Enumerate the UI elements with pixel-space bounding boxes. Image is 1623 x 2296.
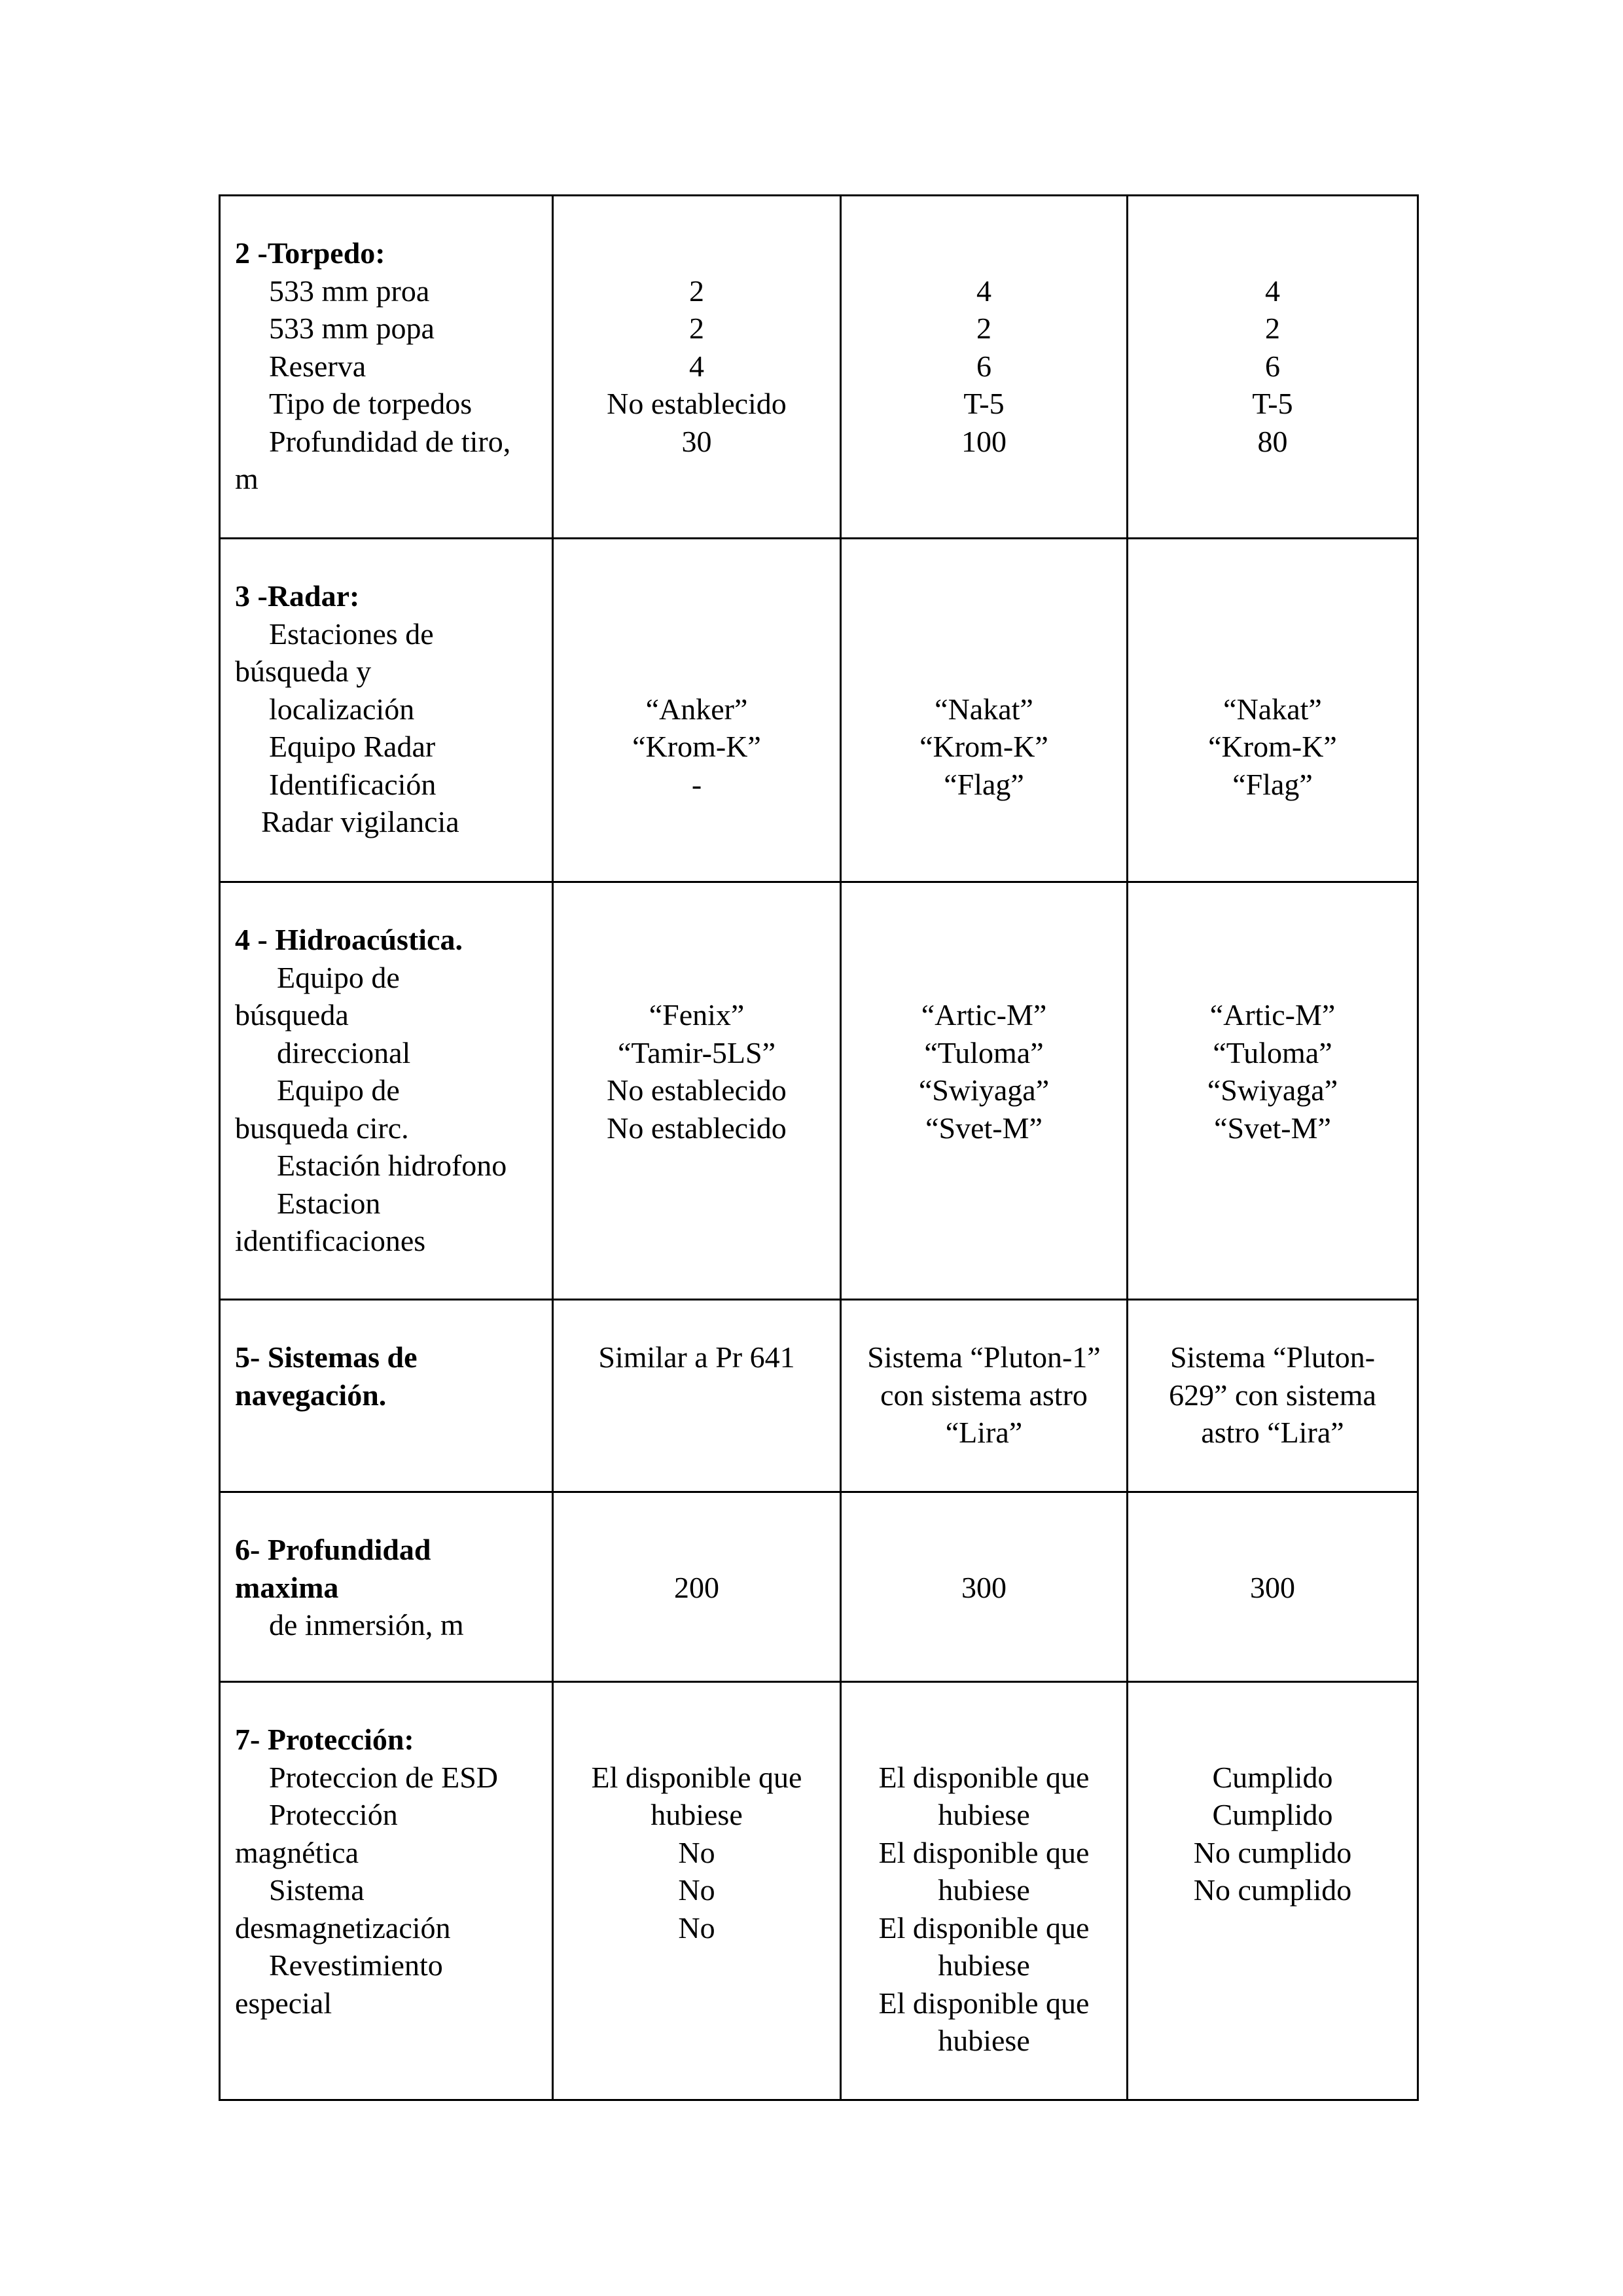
value-line: No [678,1910,715,1945]
value-line: astro “Lira” [1201,1416,1344,1449]
value-line: Cumplido [1212,1798,1333,1831]
label-line: Estación hidrofono [277,1149,507,1182]
label-line: Reserva [269,349,366,383]
value-line: “Krom-K” [919,730,1048,763]
value-line: No establecido [607,1073,787,1107]
value-line: 100 [961,424,1007,458]
value-line: “Svet-M” [1214,1111,1331,1145]
value-line: “Anker” [645,692,748,726]
value-line: 4 [1265,274,1280,308]
label-line: Identificación [269,767,437,801]
specifications-table [219,194,1419,2101]
value-line: 4 [976,274,991,308]
label-line: Proteccion de ESD [269,1760,499,1794]
label-cell [220,1682,553,2100]
value-line: - [691,767,702,801]
value-line: “Flag” [1232,767,1313,801]
value-line: “Krom-K” [1208,730,1337,763]
label-line: Revestimiento [269,1948,443,1982]
value-cell-col-3 [1128,1682,1418,2100]
value-cell-col-1 [553,1492,841,1682]
value-line: Similar a Pr 641 [598,1340,795,1374]
label-line: Sistema [269,1873,365,1907]
label-cell [220,196,553,539]
value-line: 2 [689,312,704,345]
label-line: magnética [235,1835,359,1869]
value-line: “Svet-M” [925,1111,1043,1145]
value-line: “Artic-M” [921,998,1047,1031]
value-line: El disponible que [591,1760,802,1794]
value-cell-col-3 [1128,539,1418,882]
label-line: búsqueda [235,998,349,1031]
value-line: No establecido [607,1111,787,1145]
value-line: “Swiyaga” [1207,1073,1338,1107]
value-cell-col-3 [1128,1492,1418,1682]
value-line: No cumplido [1193,1835,1352,1869]
value-cell-col-2 [841,1300,1128,1492]
section-heading: 2 -Torpedo: [235,236,385,270]
value-cell-col-1 [553,1300,841,1492]
value-line: “Artic-M” [1209,998,1336,1031]
label-line: m [235,462,259,495]
label-line: maxima [235,1570,339,1604]
label-line: Equipo Radar [269,730,436,763]
label-line: direccional [277,1035,411,1069]
value-line: 629” con sistema [1169,1378,1376,1412]
label-line: navegación. [235,1378,387,1412]
value-cell-col-2 [841,1492,1128,1682]
label-cell [220,539,553,882]
value-line: “Tuloma” [1213,1035,1332,1069]
value-line: con sistema astro [880,1378,1088,1412]
label-line: busqueda circ. [235,1111,409,1145]
section-heading: 7- Protección: [235,1723,414,1756]
label-cell [220,1300,553,1492]
value-line: El disponible que [878,1986,1090,2020]
label-line: Profundidad de tiro, [269,424,511,458]
table-row-radar [220,539,1418,882]
value-line: 200 [674,1570,719,1604]
label-line: Estacion [277,1186,381,1220]
value-line: “Nakat” [935,692,1033,726]
value-line: “Flag” [944,767,1024,801]
label-line: Protección [269,1798,398,1831]
value-line: “Tamir-5LS” [617,1035,776,1069]
table-row-navigation [220,1300,1418,1492]
value-line: hubiese [938,2024,1030,2057]
label-line: Estaciones de [269,617,434,651]
value-cell-col-2 [841,1682,1128,2100]
value-line: “Swiyaga” [918,1073,1050,1107]
value-cell-col-1 [553,196,841,539]
label-line: Radar vigilancia [261,805,459,838]
value-line: T-5 [963,387,1005,420]
value-line: “Tuloma” [924,1035,1044,1069]
label-line: especial [235,1986,332,2020]
value-line: hubiese [651,1798,743,1831]
value-line: hubiese [938,1948,1030,1982]
value-line: Cumplido [1212,1760,1333,1794]
value-cell-col-2 [841,882,1128,1300]
table-row-protection [220,1682,1418,2100]
value-cell-col-2 [841,196,1128,539]
value-cell-col-3 [1128,882,1418,1300]
label-line: 533 mm proa [269,274,430,308]
label-line: identificaciones [235,1224,426,1257]
label-line: localización [269,692,415,726]
label-line: búsqueda y [235,655,372,688]
value-line: No establecido [607,387,787,420]
value-line: 2 [1265,312,1280,345]
value-line: “Nakat” [1223,692,1322,726]
value-line: No cumplido [1193,1873,1352,1907]
table-row-max-depth [220,1492,1418,1682]
value-line: 30 [681,424,712,458]
value-line: Sistema “Pluton- [1169,1340,1376,1374]
value-line: 2 [689,274,704,308]
label-line: desmagnetización [235,1910,451,1945]
section-heading: 6- Profundidad [235,1533,431,1566]
value-cell-col-1 [553,539,841,882]
value-line: 80 [1257,424,1288,458]
section-heading: 3 -Radar: [235,579,360,613]
table-row-hydroacoustics [220,882,1418,1300]
label-line: 533 mm popa [269,312,435,345]
section-heading: 4 - Hidroacústica. [235,923,463,956]
value-line: 2 [976,312,991,345]
section-heading: 5- Sistemas de [235,1340,418,1374]
value-cell-col-3 [1128,1300,1418,1492]
value-cell-col-3 [1128,196,1418,539]
label-line: Tipo de torpedos [269,387,473,420]
value-line: 300 [961,1570,1007,1604]
label-cell [220,1492,553,1682]
value-line: 6 [976,349,991,383]
value-line: 6 [1265,349,1280,383]
value-line: No [678,1835,715,1869]
value-line: T-5 [1252,387,1293,420]
value-cell-col-2 [841,539,1128,882]
value-line: El disponible que [878,1835,1090,1869]
value-line: 300 [1250,1570,1295,1604]
value-line: “Fenix” [649,998,745,1031]
value-cell-col-1 [553,1682,841,2100]
label-cell [220,882,553,1300]
value-line: No [678,1873,715,1907]
table-row-torpedo [220,196,1418,539]
label-line: Equipo de [277,1073,400,1107]
value-line: Sistema “Pluton-1” [867,1340,1101,1374]
value-cell-col-1 [553,882,841,1300]
value-line: “Krom-K” [632,730,761,763]
label-line: de inmersión, m [269,1608,464,1641]
value-line: hubiese [938,1873,1030,1907]
value-line: El disponible que [878,1760,1090,1794]
value-line: El disponible que [878,1910,1090,1945]
value-line: 4 [689,349,704,383]
value-line: “Lira” [945,1416,1023,1449]
value-line: hubiese [938,1798,1030,1831]
label-line: Equipo de [277,960,400,994]
